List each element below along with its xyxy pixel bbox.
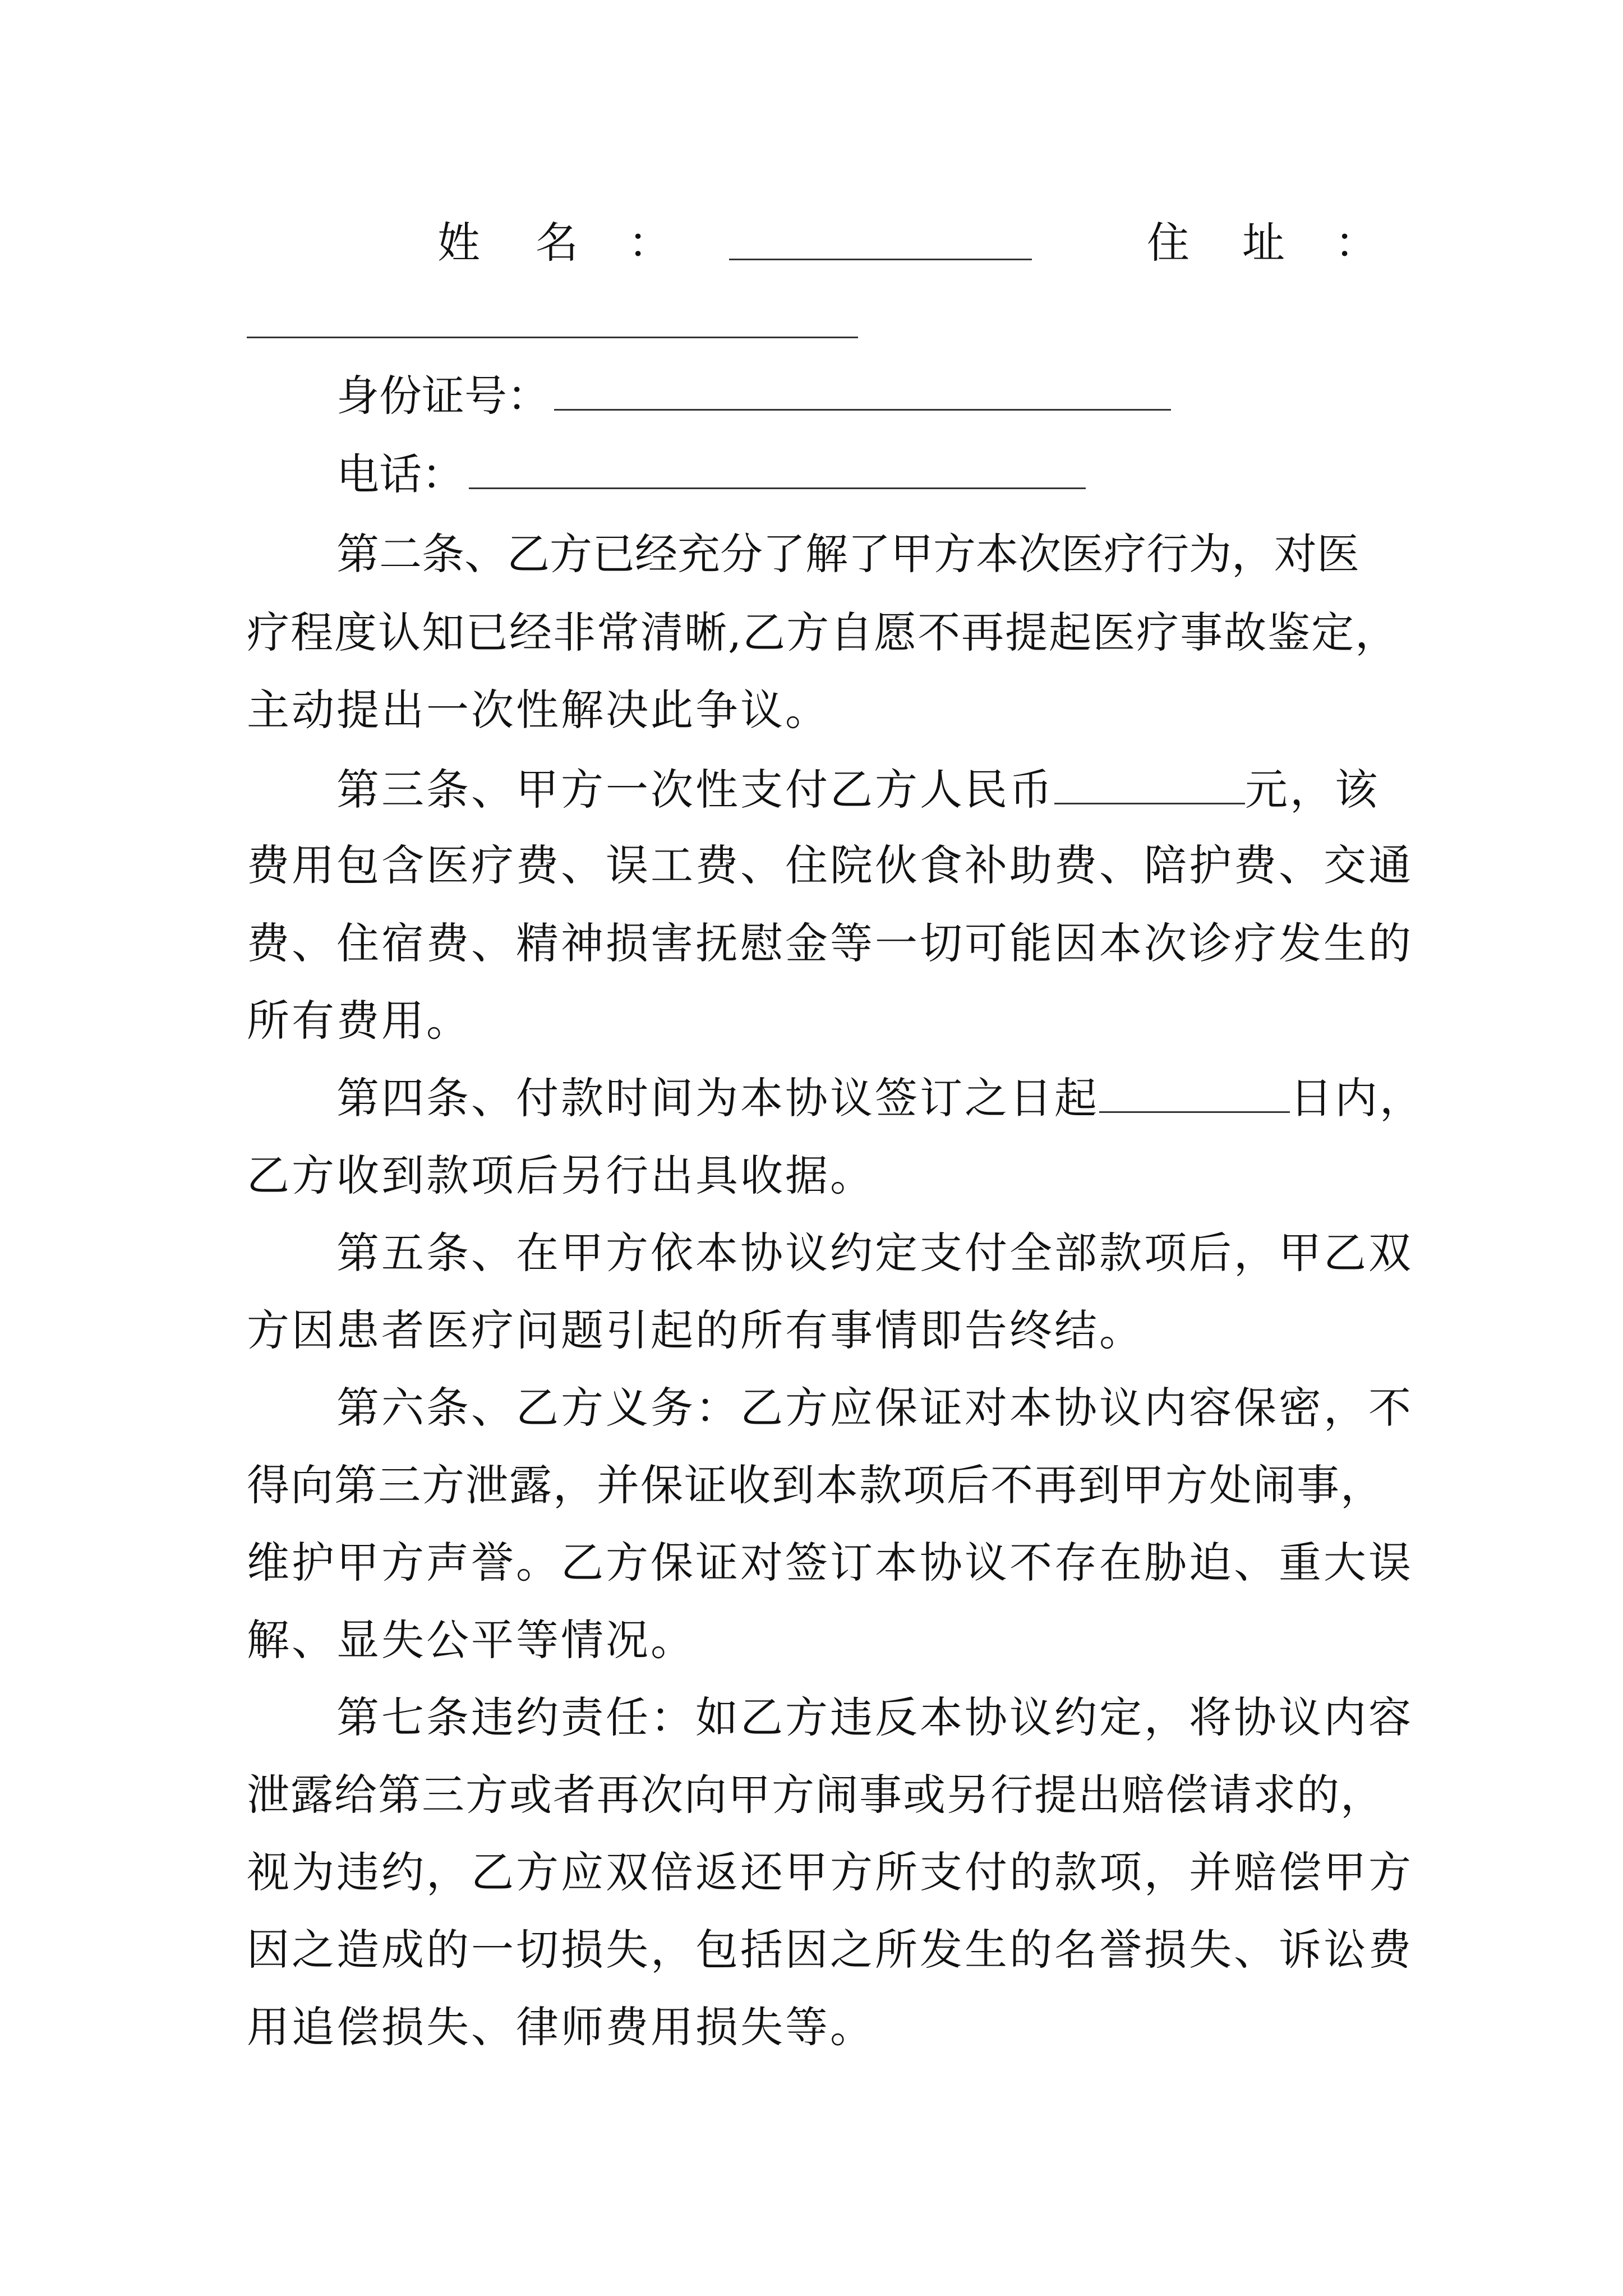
id-blank[interactable] <box>554 409 1171 411</box>
phone-label: 电话： <box>336 449 464 499</box>
article-3-line-2: 费用包含医疗费、误工费、住院伙食补助费、陪护费、交通 <box>247 840 1413 890</box>
phone-blank[interactable] <box>469 487 1086 489</box>
article-6-line-3: 维护甲方声誉。乙方保证对签订本协议不存在胁迫、重大误 <box>247 1538 1413 1588</box>
name-label-char-3: ： <box>628 218 671 268</box>
article-4-line-1-before: 第四条、付款时间为本协议签订之日起 <box>336 1073 1099 1123</box>
phone-row <box>336 449 1475 499</box>
article-5-line-2: 方因患者医疗问题引起的所有事情即告终结。 <box>247 1305 1144 1355</box>
article-7-line-2: 泄露给第三方或者再次向甲方闹事或另行提出赔偿请求的， <box>247 1770 1384 1820</box>
name-blank[interactable] <box>729 259 1032 260</box>
article-2-line-3: 主动提出一次性解决此争议。 <box>247 685 830 735</box>
article-2-line-1: 第二条、乙方已经充分了解了甲方本次医疗行为，对医 <box>336 529 1359 579</box>
address-label-char-2: 址 <box>1242 218 1285 268</box>
article-7-line-5: 用追偿损失、律师费用损失等。 <box>247 2002 875 2052</box>
article-7-line-1: 第七条违约责任：如乙方违反本协议约定，将协议内容 <box>336 1692 1413 1742</box>
article-2-line-2: 疗程度认知已经非常清晰,乙方自愿不再提起医疗事故鉴定， <box>247 608 1399 657</box>
article-6-line-4: 解、显失公平等情况。 <box>247 1615 695 1665</box>
address-label-char-3: ： <box>1335 218 1377 268</box>
amount-blank[interactable] <box>1054 803 1245 804</box>
article-6-line-2: 得向第三方泄露，并保证收到本款项后不再到甲方处闹事， <box>247 1460 1384 1510</box>
article-7-line-3: 视为违约，乙方应双倍返还甲方所支付的款项，并赔偿甲方 <box>247 1847 1413 1897</box>
days-blank[interactable] <box>1099 1111 1290 1113</box>
article-3-line-1-after: 元，该 <box>1245 765 1380 815</box>
article-6-line-1: 第六条、乙方义务：乙方应保证对本协议内容保密，不 <box>336 1383 1413 1433</box>
id-row <box>336 371 1475 421</box>
article-3-line-3: 费、住宿费、精神损害抚慰金等一切可能因本次诊疗发生的 <box>247 918 1413 968</box>
article-4-line-1-after: 日内， <box>1290 1073 1424 1123</box>
address-label-char-1: 住 <box>1147 218 1189 268</box>
article-3-line-1-before: 第三条、甲方一次性支付乙方人民币 <box>336 765 1054 815</box>
address-blank[interactable] <box>247 337 858 338</box>
name-label-char-1: 姓 <box>437 218 480 268</box>
article-4-line-2: 乙方收到款项后另行出具收据。 <box>247 1151 875 1200</box>
id-label: 身份证号： <box>336 371 550 421</box>
name-label-char-2: 名 <box>536 218 578 268</box>
article-3-line-1 <box>247 765 1475 815</box>
article-5-line-1: 第五条、在甲方依本协议约定支付全部款项后，甲乙双 <box>336 1228 1413 1278</box>
article-3-line-4: 所有费用。 <box>247 996 471 1046</box>
article-7-line-4: 因之造成的一切损失，包括因之所发生的名誉损失、诉讼费 <box>247 1925 1413 1975</box>
article-4-line-1 <box>247 1073 1475 1123</box>
